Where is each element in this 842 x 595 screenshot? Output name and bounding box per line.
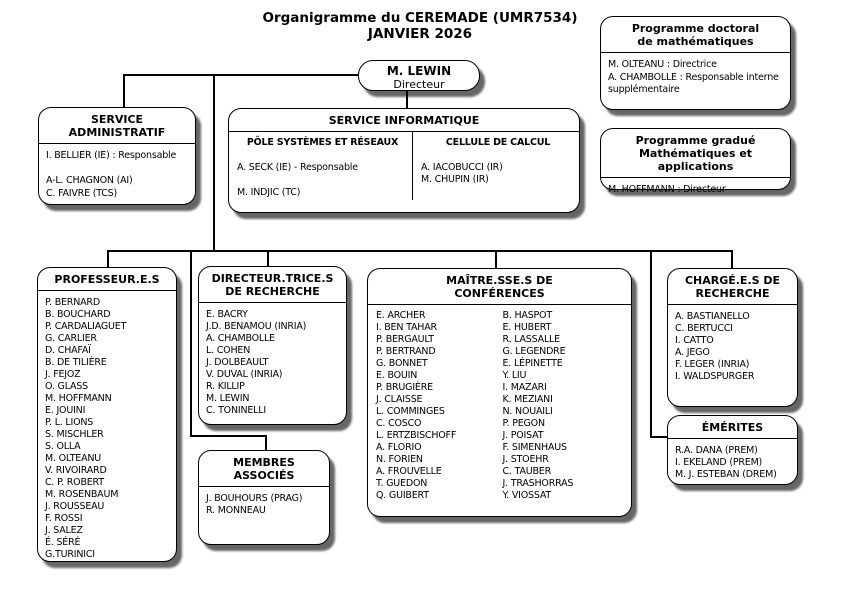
- member-name: [237, 149, 408, 162]
- box-title-line2: de mathématiques: [637, 35, 754, 48]
- member-name: D. CHAFAÏ: [45, 345, 91, 356]
- box-title: [601, 129, 790, 178]
- pole-systemes-column: [229, 132, 413, 200]
- connector-line: [190, 435, 266, 437]
- member-name: A-L. CHAGNON (AI): [46, 175, 133, 186]
- connector-line: [123, 74, 125, 108]
- box-title: PROFESSEUR.E.S: [38, 268, 176, 291]
- member-name: E. JOUINI: [45, 405, 86, 416]
- programme-doctoral-box: [600, 16, 791, 110]
- member-name: P. L. LIONS: [45, 417, 94, 428]
- member-list: [38, 291, 176, 566]
- member-name: E. BOUIN: [376, 370, 418, 381]
- member-name: M. HOFFMANN: [45, 393, 112, 404]
- member-name: A. IACOBUCCI (IR): [421, 161, 503, 173]
- member-name: F. ROSSI: [45, 513, 83, 524]
- member-name: C. TONINELLI: [206, 405, 266, 416]
- connector-line: [650, 250, 652, 437]
- member-name: M. J. ESTEBAN (DREM): [675, 469, 777, 480]
- connector-line: [495, 250, 497, 269]
- member-name: J. STOEHR: [502, 454, 549, 465]
- member-name: A. FROUVELLE: [376, 466, 442, 477]
- member-name: E. HUBERT: [502, 322, 552, 333]
- connector-line: [406, 91, 408, 109]
- member-list: [668, 439, 797, 486]
- member-name: P. PEGON: [502, 418, 545, 429]
- member-name: R. MONNEAU: [206, 505, 266, 516]
- box-title-line1: SERVICE: [90, 113, 144, 126]
- member-name: L. COMMINGES: [376, 406, 445, 417]
- box-title-line2: RECHERCHE: [695, 287, 770, 300]
- column-header: CELLULE DE CALCUL: [445, 137, 551, 148]
- page-title-line1: Organigramme du CEREMADE (UMR7534): [262, 10, 578, 26]
- member-name: J. POISAT: [502, 430, 544, 441]
- director-box: [358, 60, 480, 91]
- member-list: [376, 310, 503, 502]
- box-title-line2: ASSOCIÉS: [233, 469, 295, 482]
- member-name: C. BERTUCCI: [675, 323, 733, 334]
- member-name: P. BERNARD: [45, 297, 100, 308]
- connector-line: [107, 250, 732, 252]
- member-name: A. SECK (IE) - Responsable: [237, 161, 358, 173]
- box-title: SERVICE INFORMATIQUE: [229, 109, 579, 132]
- member-name: A. JEGO: [675, 347, 710, 358]
- box-title: [199, 451, 329, 487]
- programme-gradue-box: [600, 128, 791, 195]
- member-name: C. TAUBER: [502, 466, 552, 477]
- member-name: G. LEGENDRE: [502, 346, 566, 357]
- member-name: A. FLORIO: [376, 442, 422, 453]
- member-name: S. OLLA: [45, 441, 81, 452]
- member-name: Q. GUIBERT: [376, 490, 429, 501]
- connector-line: [107, 250, 109, 268]
- member-name: C. COSCO: [376, 418, 422, 429]
- member-list: [237, 149, 408, 199]
- cellule-calcul-column: [413, 132, 579, 200]
- member-name: L. ERTZBISCHOFF: [376, 430, 457, 441]
- member-name: G.TURINICI: [45, 549, 95, 560]
- membres-associes-box: [198, 450, 330, 545]
- member-name: V. RIVOIRARD: [45, 465, 107, 476]
- member-name: M. CHUPIN (IR): [421, 174, 489, 185]
- box-title: [368, 269, 631, 305]
- member-name: A. CHAMBOLLE : Responsable interne supplémentaire: [608, 71, 779, 95]
- member-name: J. CLAISSE: [376, 394, 423, 405]
- member-list: [39, 144, 195, 205]
- member-name: P. BRUGIÈRE: [376, 382, 433, 393]
- member-name: M. INDJIC (TC): [237, 186, 301, 198]
- member-name: J. SALEZ: [45, 525, 83, 536]
- member-name: A. CHAMBOLLE: [206, 333, 275, 344]
- page-title-line2: JANVIER 2026: [367, 26, 473, 42]
- member-name: I. BELLIER (IE) : Responsable: [46, 150, 177, 161]
- box-title-line2: ADMINISTRATIF: [68, 126, 166, 139]
- member-list: [199, 303, 346, 422]
- member-name: C. P. ROBERT: [45, 477, 104, 488]
- member-name: Y. VIOSSAT: [502, 490, 551, 501]
- emerites-box: [667, 415, 798, 485]
- box-title-line2: Mathématiques et applications: [638, 147, 753, 173]
- member-name: M. LEWIN: [206, 393, 250, 404]
- member-name: F. LEGER (INRIA): [675, 359, 750, 370]
- member-name: M. ROSENBAUM: [45, 489, 119, 500]
- member-name: E. BACRY: [206, 309, 248, 320]
- box-title-line1: CHARGÉ.E.S DE: [684, 274, 781, 287]
- director-role: Directeur: [393, 78, 445, 91]
- box-title: [199, 267, 346, 303]
- member-name: M. OLTEANU : Directrice: [608, 59, 717, 70]
- box-title: [668, 269, 797, 305]
- box-title-line1: Programme gradué: [635, 134, 756, 147]
- column-header: PÔLE SYSTÈMES ET RÉSEAUX: [246, 137, 399, 148]
- director-name: M. LEWIN: [386, 64, 452, 78]
- member-name: B. HASPOT: [502, 310, 552, 321]
- member-name: K. MEZIANI: [502, 394, 553, 405]
- member-name: P. CARDALIAGUET: [45, 321, 127, 332]
- member-name: T. GUEDON: [376, 478, 428, 489]
- box-title-line1: MEMBRES: [233, 456, 295, 469]
- box-title: ÉMÉRITES: [668, 416, 797, 439]
- box-title: [39, 108, 195, 144]
- box-title-line2: CONFÉRENCES: [454, 287, 545, 300]
- member-name: V. DUVAL (INRIA): [206, 369, 283, 380]
- service-administratif-box: [38, 107, 196, 205]
- member-name: R. KILLIP: [206, 381, 245, 392]
- member-list: [503, 310, 630, 502]
- member-name: A. BASTIANELLO: [675, 311, 750, 322]
- connector-line: [265, 435, 267, 451]
- page-title: [180, 10, 660, 42]
- member-name: F. SIMENHAUS: [502, 442, 567, 453]
- member-name: N. NOUAILI: [502, 406, 553, 417]
- member-name: E. ARCHER: [376, 310, 426, 321]
- member-name: B. DE TILIÈRE: [45, 357, 107, 368]
- member-name: N. FORIEN: [376, 454, 423, 465]
- service-informatique-columns: [229, 132, 579, 200]
- member-name: I. EKELAND (PREM): [675, 457, 763, 468]
- professeurs-box: [37, 267, 177, 562]
- member-name: S. MISCHLER: [45, 429, 104, 440]
- member-name: E. LÉPINETTE: [502, 358, 563, 369]
- member-name: M. HOFFMANN : Directeur: [608, 184, 726, 195]
- charges-recherche-box: [667, 268, 798, 407]
- box-title-line1: DIRECTEUR.TRICE.S: [211, 272, 334, 285]
- service-informatique-box: [228, 108, 580, 213]
- member-name: B. BOUCHARD: [45, 309, 111, 320]
- member-name: J. BOUHOURS (PRAG): [206, 493, 303, 504]
- box-title: [601, 17, 790, 53]
- directeurs-recherche-box: [198, 266, 347, 425]
- maitres-conferences-columns: [368, 305, 631, 507]
- member-name: [237, 174, 408, 187]
- member-name: I. WALDSPURGER: [675, 371, 755, 382]
- connector-line: [213, 74, 215, 251]
- box-title-line2: DE RECHERCHE: [225, 285, 320, 298]
- member-list: [199, 487, 329, 522]
- connector-line: [123, 74, 358, 76]
- member-name: C. FAIVRE (TCS): [46, 187, 118, 199]
- member-list: [601, 53, 790, 102]
- member-name: G. CARLIER: [45, 333, 97, 344]
- member-name: L. COHEN: [206, 345, 251, 356]
- member-name: [421, 149, 575, 162]
- member-name: M. OLTEANU: [45, 453, 102, 464]
- member-name: P. BERGAULT: [376, 334, 434, 345]
- member-name: J. TRASHORRAS: [502, 478, 574, 489]
- member-name: J.D. BENAMOU (INRIA): [206, 321, 307, 332]
- maitres-conferences-box: [367, 268, 632, 517]
- member-list: [668, 305, 797, 388]
- member-name: J. FEJOZ: [45, 369, 81, 380]
- member-name: R. LASSALLE: [502, 334, 560, 345]
- member-name: R.A. DANA (PREM): [675, 445, 758, 456]
- member-name: I. CATTO: [675, 335, 714, 346]
- connector-line: [267, 250, 269, 267]
- connector-line: [190, 250, 192, 436]
- member-name: J. DOLBEAULT: [206, 357, 269, 368]
- member-name: G. BONNET: [376, 358, 428, 369]
- member-name: [46, 163, 192, 176]
- box-title-line1: Programme doctoral: [631, 22, 760, 35]
- connector-line: [731, 250, 733, 269]
- member-name: Y. LIU: [502, 370, 527, 381]
- member-list: [421, 149, 575, 187]
- member-name: É. SÉRÉ: [45, 537, 81, 548]
- member-name: P. BERTRAND: [376, 346, 436, 357]
- member-name: I. MAZARI: [502, 382, 547, 393]
- member-name: J. ROUSSEAU: [45, 501, 105, 512]
- box-title-line1: MAÎTRE.SSE.S DE: [446, 274, 553, 287]
- member-name: O. GLASS: [45, 381, 88, 392]
- member-list: [601, 178, 790, 201]
- member-name: I. BEN TAHAR: [376, 322, 437, 333]
